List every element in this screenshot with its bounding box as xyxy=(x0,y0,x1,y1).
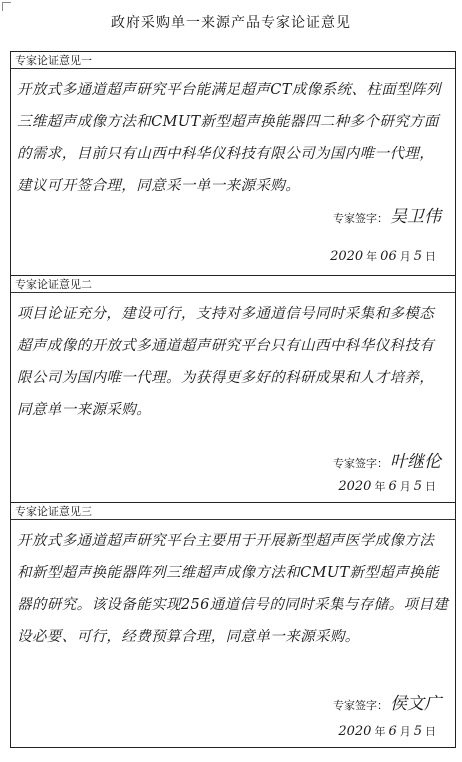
date-day-unit: 日 xyxy=(425,250,436,263)
date-year-unit: 年 xyxy=(374,480,386,493)
opinion-section-2 xyxy=(11,275,455,502)
date-year: 2020 xyxy=(338,724,372,739)
scan-corner-mark xyxy=(2,2,11,11)
handwritten-signature: 叶继伦 xyxy=(390,452,441,472)
date-month: 6 xyxy=(388,479,397,494)
date-year: 2020 xyxy=(338,479,372,494)
date-day-unit: 日 xyxy=(425,480,436,493)
signature-row xyxy=(333,689,441,714)
signature-row xyxy=(333,202,441,227)
signature-date xyxy=(338,478,439,494)
handwritten-signature: 吴卫伟 xyxy=(390,207,441,227)
page-title: 政府采购单一来源产品专家论证意见 xyxy=(111,15,351,31)
opinion-form xyxy=(10,51,456,748)
date-month-unit: 月 xyxy=(399,725,411,738)
date-year: 2020 xyxy=(330,249,364,264)
date-month: 06 xyxy=(380,249,397,264)
date-year-unit: 年 xyxy=(366,250,378,263)
date-day-unit: 日 xyxy=(425,725,436,738)
signature-label: 专家签字： xyxy=(333,212,388,225)
section-header: 专家论证意见二 xyxy=(11,276,455,293)
opinion-text: 开放式多通道超声研究平台主要用于开展新型超声医学成像方法和新型超声换能器阵列三维超声成像方法和CMUT新型超声换能器的研究。该设备能实现256通道信号的同时采集与存储。项目建设必要、可行，经费预算合理，同意单一来源采购。 xyxy=(17,533,449,645)
opinion-text: 开放式多通道超声研究平台能满足超声CT成像系统、柱面型阵列三维超声成像方法和CMUT新型超声换能器四二种多个研究方面的需求，目前只有山西中科华仪科技有限公司为国内唯一代理，建议可开签合理，同意采一单一来源采购。 xyxy=(17,82,441,194)
date-month: 6 xyxy=(388,724,397,739)
opinion-section-1 xyxy=(11,52,455,275)
date-day: 5 xyxy=(413,479,422,494)
date-day: 5 xyxy=(413,724,422,739)
handwritten-signature: 侯文广 xyxy=(390,694,441,714)
opinion-section-3 xyxy=(11,502,455,747)
date-month-unit: 月 xyxy=(399,250,411,263)
section-header: 专家论证意见三 xyxy=(11,503,455,520)
date-month-unit: 月 xyxy=(399,480,411,493)
opinion-text: 项目论证充分，建设可行，支持对多通道信号同时采集和多模态超声成像的开放式多通道超声研究平台只有山西中科华仪科技有限公司为国内唯一代理。为获得更多好的科研成果和人才培养，同意单一来源采购。 xyxy=(17,306,435,418)
signature-label: 专家签字： xyxy=(333,457,388,470)
signature-date xyxy=(338,723,439,739)
date-year-unit: 年 xyxy=(374,725,386,738)
section-header: 专家论证意见一 xyxy=(11,52,455,69)
signature-date xyxy=(330,248,439,264)
date-day: 5 xyxy=(413,249,422,264)
signature-label: 专家签字： xyxy=(333,699,388,712)
signature-row xyxy=(333,447,441,472)
